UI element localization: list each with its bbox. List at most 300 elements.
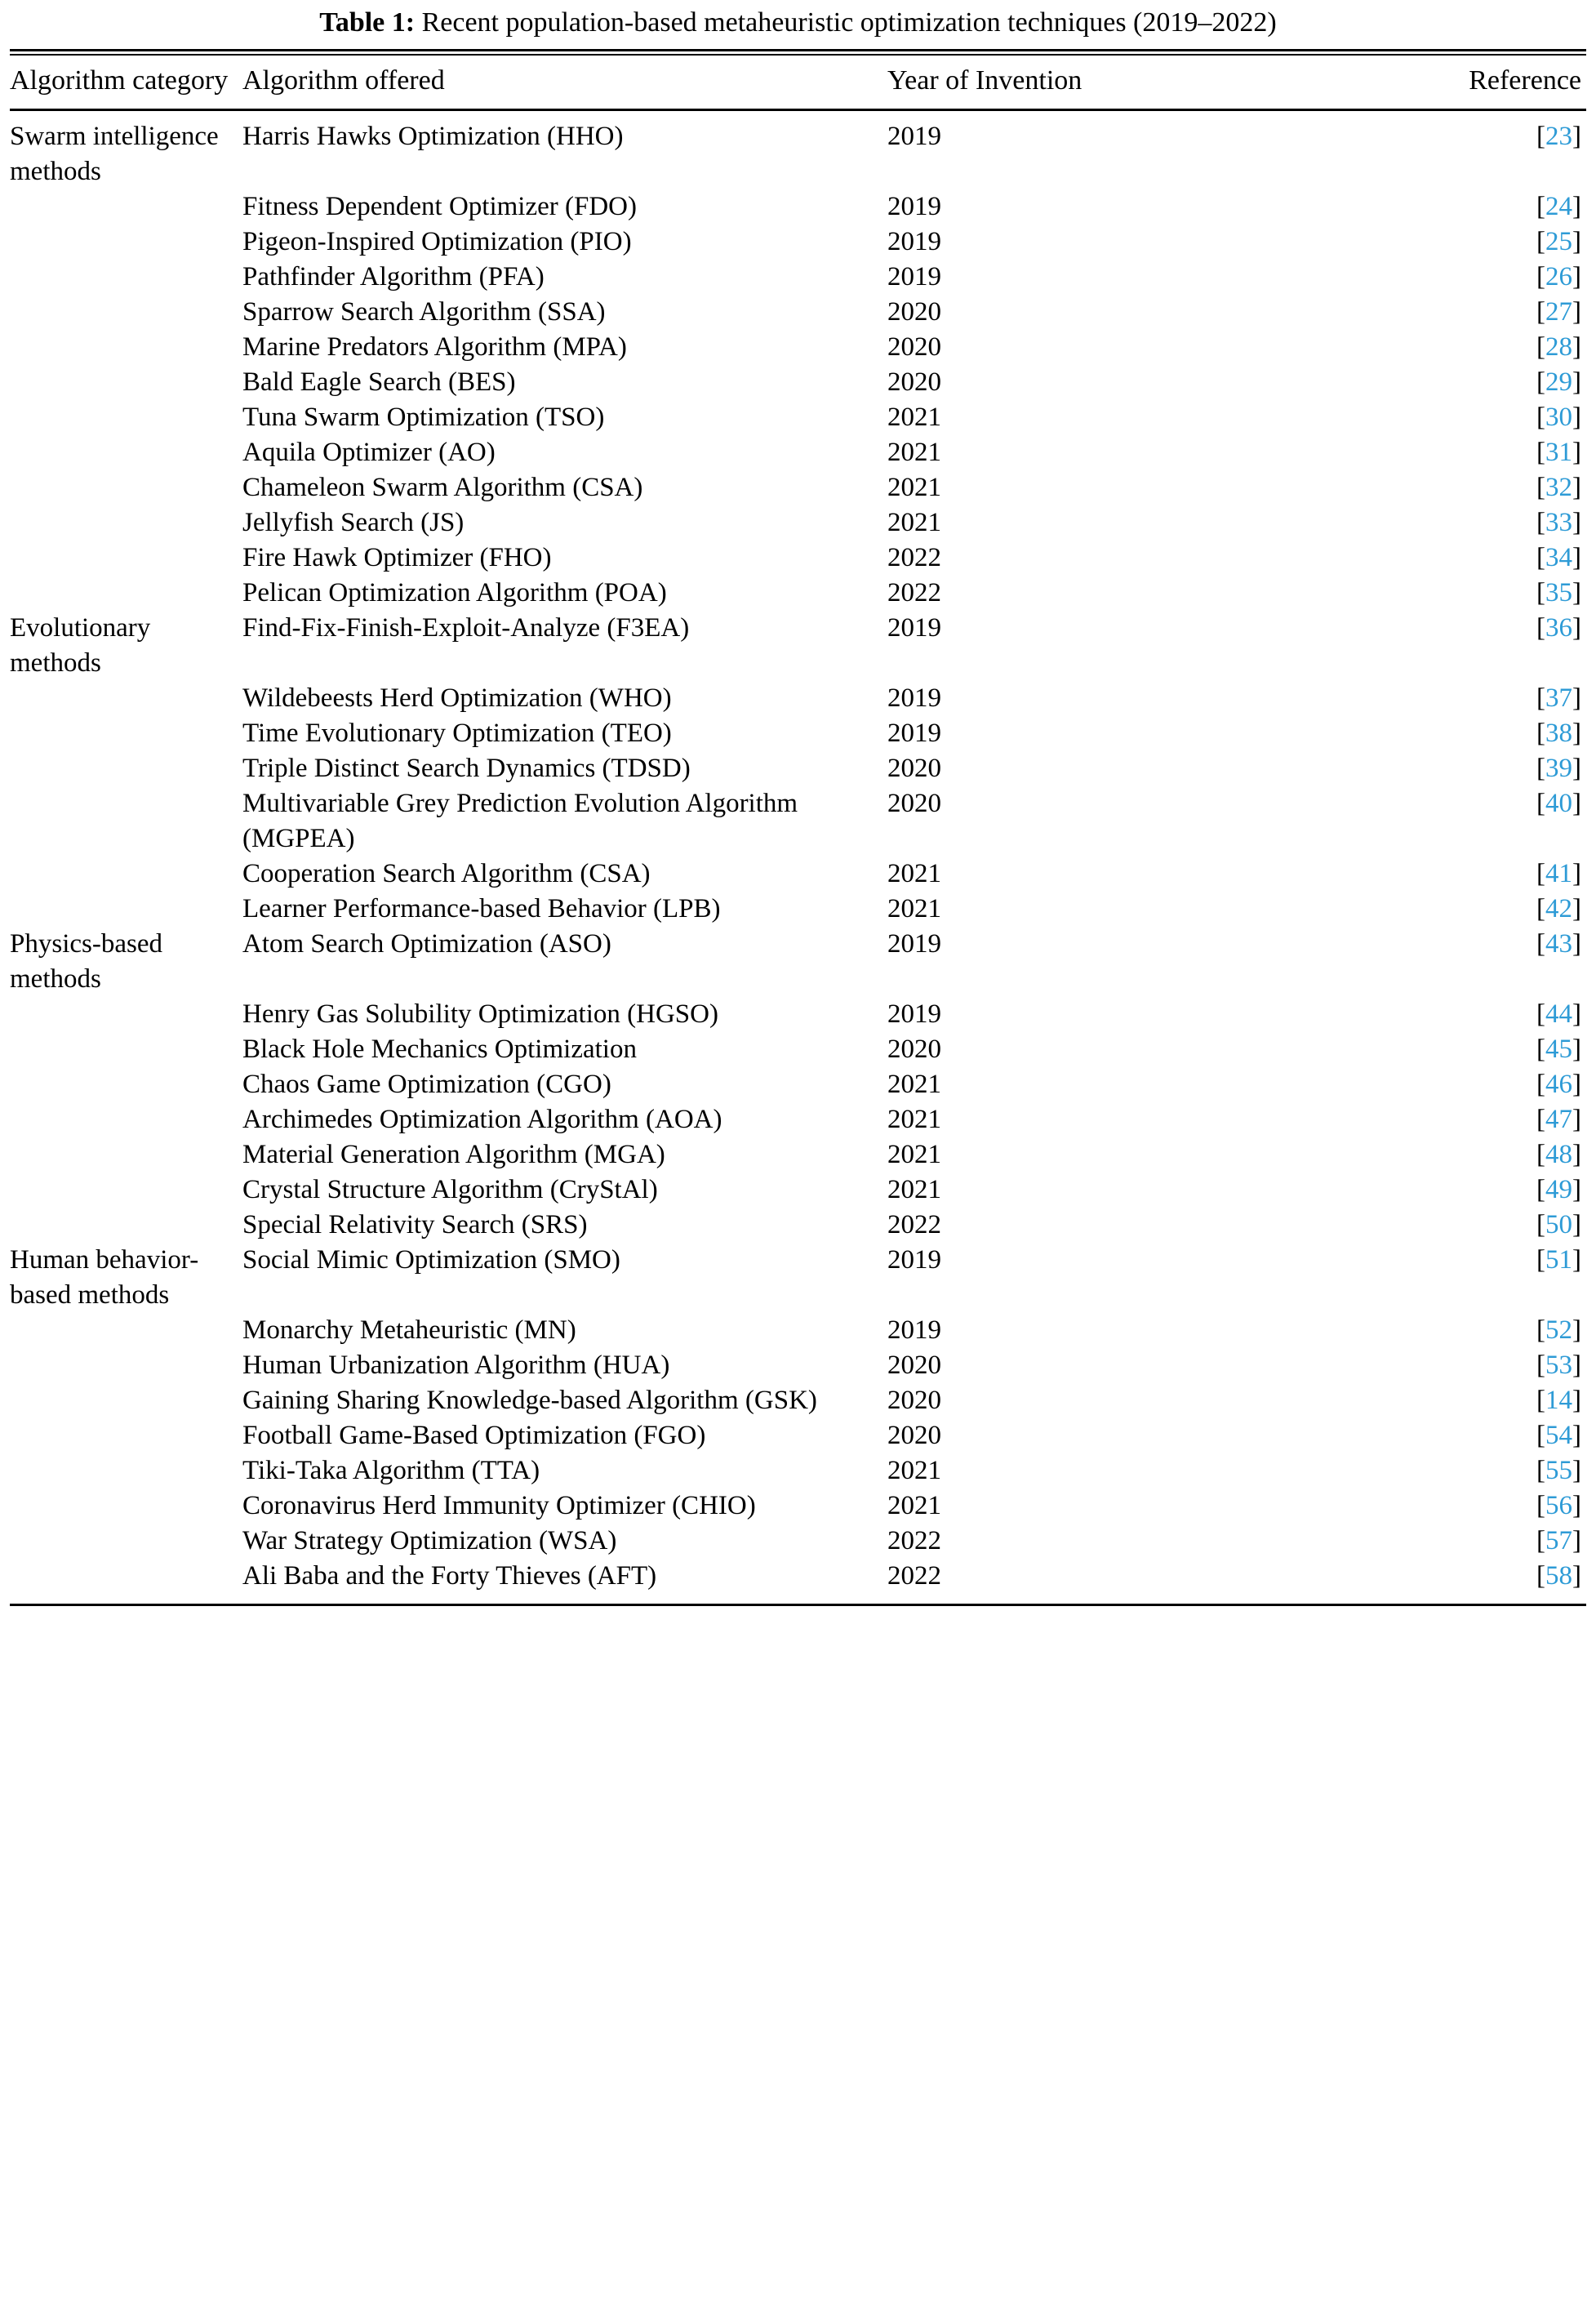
- cell-algorithm-offered: Monarchy Metaheuristic (MN): [242, 1315, 576, 1345]
- table-header-row: [10, 56, 1586, 109]
- cell-algorithm-category: Swarm intelligence methods: [10, 122, 219, 186]
- reference-bracket-close: ]: [1572, 332, 1581, 362]
- reference-number[interactable]: 49: [1545, 1175, 1572, 1204]
- reference-bracket-close: ]: [1572, 859, 1581, 888]
- reference-bracket-open: [: [1536, 754, 1545, 783]
- cell-year-of-invention: 2020: [887, 789, 941, 818]
- cell-year-of-invention: 2019: [887, 1245, 941, 1275]
- reference-bracket-close: ]: [1572, 683, 1581, 713]
- cell-year-of-invention: 2019: [887, 683, 941, 713]
- table-caption-text: Recent population-based metaheuristic optimization techniques (2019–2022): [421, 7, 1277, 38]
- reference-bracket-open: [: [1536, 262, 1545, 291]
- table-row: [10, 1489, 1586, 1524]
- cell-algorithm-offered: Fitness Dependent Optimizer (FDO): [242, 192, 637, 221]
- table-row: [10, 1208, 1586, 1243]
- cell-reference[interactable]: [1267, 260, 1586, 295]
- cell-algorithm-offered: Fire Hawk Optimizer (FHO): [242, 543, 552, 572]
- cell-algorithm-category: Physics-based methods: [10, 929, 162, 994]
- table-row: [10, 541, 1586, 576]
- reference-bracket-open: [: [1536, 122, 1545, 151]
- reference-bracket-open: [: [1536, 367, 1545, 397]
- reference-number[interactable]: 45: [1545, 1035, 1572, 1064]
- table-bottom-rule: [10, 1604, 1586, 1606]
- cell-algorithm-offered: Find-Fix-Finish-Exploit-Analyze (F3EA): [242, 613, 690, 643]
- cell-algorithm-category: [10, 1067, 242, 1102]
- cell-algorithm-category: [10, 1524, 242, 1559]
- cell-algorithm-category: [10, 997, 242, 1032]
- table-row: [10, 997, 1586, 1032]
- reference-number[interactable]: 37: [1545, 683, 1572, 713]
- cell-year-of-invention: 2021: [887, 1491, 941, 1520]
- table-row: [10, 576, 1586, 611]
- cell-algorithm-category: [10, 786, 242, 857]
- cell-algorithm-category: [10, 225, 242, 260]
- reference-bracket-close: ]: [1572, 1105, 1581, 1134]
- cell-algorithm-category: [10, 1032, 242, 1067]
- reference-bracket-close: ]: [1572, 719, 1581, 748]
- reference-bracket-open: [: [1536, 999, 1545, 1029]
- reference-bracket-open: [: [1536, 1491, 1545, 1520]
- cell-year-of-invention: 2021: [887, 1140, 941, 1169]
- cell-year-of-invention: 2019: [887, 613, 941, 643]
- reference-number[interactable]: 44: [1545, 999, 1572, 1029]
- table-row: [10, 1348, 1586, 1383]
- cell-algorithm-offered: Chameleon Swarm Algorithm (CSA): [242, 473, 643, 502]
- column-header-year-of-invention: Year of Invention: [887, 65, 1083, 96]
- cell-reference[interactable]: [1267, 716, 1586, 751]
- cell-year-of-invention: 2021: [887, 1070, 941, 1099]
- cell-algorithm-offered: Aquila Optimizer (AO): [242, 438, 496, 467]
- reference-bracket-close: ]: [1572, 297, 1581, 327]
- cell-algorithm-offered: Social Mimic Optimization (SMO): [242, 1245, 620, 1275]
- cell-reference[interactable]: [1267, 1208, 1586, 1243]
- table-row: [10, 1418, 1586, 1453]
- reference-bracket-open: [: [1536, 578, 1545, 607]
- table-header: [10, 56, 1586, 109]
- reference-bracket-open: [: [1536, 894, 1545, 923]
- reference-number[interactable]: 56: [1545, 1491, 1572, 1520]
- cell-algorithm-category: [10, 1313, 242, 1348]
- cell-algorithm-offered: Tuna Swarm Optimization (TSO): [242, 403, 605, 432]
- table-row: [10, 786, 1586, 857]
- reference-bracket-open: [: [1536, 1175, 1545, 1204]
- reference-bracket-open: [: [1536, 859, 1545, 888]
- cell-reference[interactable]: [1267, 295, 1586, 330]
- reference-bracket-close: ]: [1572, 1491, 1581, 1520]
- table-row: [10, 716, 1586, 751]
- cell-algorithm-offered: Triple Distinct Search Dynamics (TDSD): [242, 754, 691, 783]
- cell-algorithm-offered: Jellyfish Search (JS): [242, 508, 465, 537]
- reference-bracket-close: ]: [1572, 1526, 1581, 1555]
- cell-algorithm-category: [10, 576, 242, 611]
- reference-bracket-open: [: [1536, 473, 1545, 502]
- table-row: [10, 1243, 1586, 1313]
- cell-year-of-invention: 2019: [887, 122, 941, 151]
- cell-algorithm-category: [10, 260, 242, 295]
- reference-bracket-close: ]: [1572, 1456, 1581, 1485]
- cell-algorithm-offered: Coronavirus Herd Immunity Optimizer (CHIO): [242, 1491, 756, 1520]
- reference-bracket-close: ]: [1572, 999, 1581, 1029]
- cell-year-of-invention: 2020: [887, 297, 941, 327]
- reference-bracket-close: ]: [1572, 1035, 1581, 1064]
- cell-algorithm-offered: War Strategy Optimization (WSA): [242, 1526, 617, 1555]
- cell-reference[interactable]: [1267, 1418, 1586, 1453]
- cell-algorithm-offered: Special Relativity Search (SRS): [242, 1210, 588, 1239]
- cell-year-of-invention: 2019: [887, 192, 941, 221]
- reference-bracket-close: ]: [1572, 1175, 1581, 1204]
- cell-reference[interactable]: [1267, 470, 1586, 505]
- reference-number[interactable]: 31: [1545, 438, 1572, 467]
- cell-algorithm-offered: Harris Hawks Optimization (HHO): [242, 122, 624, 151]
- reference-bracket-open: [: [1536, 438, 1545, 467]
- cell-algorithm-category: [10, 1348, 242, 1383]
- reference-bracket-close: ]: [1572, 1070, 1581, 1099]
- cell-reference[interactable]: [1267, 365, 1586, 400]
- column-header-algorithm-offered: Algorithm offered: [242, 65, 445, 96]
- cell-algorithm-category: [10, 1102, 242, 1137]
- reference-bracket-open: [: [1536, 1315, 1545, 1345]
- cell-reference[interactable]: [1267, 1559, 1586, 1604]
- reference-bracket-close: ]: [1572, 1386, 1581, 1415]
- reference-number[interactable]: 14: [1545, 1386, 1572, 1415]
- table-row: [10, 400, 1586, 435]
- cell-algorithm-category: [10, 1453, 242, 1489]
- reference-bracket-open: [: [1536, 719, 1545, 748]
- reference-bracket-open: [: [1536, 1421, 1545, 1450]
- cell-algorithm-category: [10, 1173, 242, 1208]
- reference-number[interactable]: 51: [1545, 1245, 1572, 1275]
- cell-algorithm-offered: Black Hole Mechanics Optimization: [242, 1035, 637, 1064]
- cell-algorithm-offered: Pelican Optimization Algorithm (POA): [242, 578, 667, 607]
- reference-bracket-close: ]: [1572, 929, 1581, 959]
- reference-bracket-open: [: [1536, 1351, 1545, 1380]
- cell-year-of-invention: 2019: [887, 719, 941, 748]
- cell-year-of-invention: 2021: [887, 1456, 941, 1485]
- table-row: [10, 260, 1586, 295]
- reference-bracket-open: [: [1536, 403, 1545, 432]
- cell-year-of-invention: 2021: [887, 859, 941, 888]
- reference-number[interactable]: 43: [1545, 929, 1572, 959]
- reference-number[interactable]: 52: [1545, 1315, 1572, 1345]
- cell-year-of-invention: 2020: [887, 332, 941, 362]
- cell-algorithm-category: [10, 1489, 242, 1524]
- table-row: [10, 1032, 1586, 1067]
- reference-number[interactable]: 38: [1545, 719, 1572, 748]
- column-header-algorithm-category: Algorithm category: [10, 65, 229, 96]
- cell-algorithm-category: [10, 400, 242, 435]
- reference-number[interactable]: 30: [1545, 403, 1572, 432]
- cell-algorithm-category: [10, 1137, 242, 1173]
- table-row: [10, 1524, 1586, 1559]
- reference-number[interactable]: 33: [1545, 508, 1572, 537]
- cell-algorithm-offered: Bald Eagle Search (BES): [242, 367, 516, 397]
- table-row: [10, 1137, 1586, 1173]
- reference-bracket-open: [: [1536, 543, 1545, 572]
- reference-bracket-open: [: [1536, 1210, 1545, 1239]
- column-header-reference: Reference: [1469, 65, 1581, 96]
- cell-reference[interactable]: [1267, 1313, 1586, 1348]
- table-row: [10, 111, 1586, 189]
- reference-bracket-open: [: [1536, 1245, 1545, 1275]
- table-row: [10, 505, 1586, 541]
- algorithms-table-body: [10, 111, 1586, 1604]
- reference-bracket-close: ]: [1572, 438, 1581, 467]
- cell-reference[interactable]: [1267, 1173, 1586, 1208]
- reference-bracket-close: ]: [1572, 543, 1581, 572]
- reference-number[interactable]: 40: [1545, 789, 1572, 818]
- cell-reference[interactable]: [1267, 225, 1586, 260]
- cell-year-of-invention: 2022: [887, 578, 941, 607]
- reference-number[interactable]: 32: [1545, 473, 1572, 502]
- cell-year-of-invention: 2021: [887, 1105, 941, 1134]
- table-row: [10, 927, 1586, 997]
- cell-reference[interactable]: [1267, 1524, 1586, 1559]
- cell-algorithm-offered: Marine Predators Algorithm (MPA): [242, 332, 627, 362]
- cell-reference[interactable]: [1267, 857, 1586, 892]
- reference-number[interactable]: 42: [1545, 894, 1572, 923]
- table-row: [10, 681, 1586, 716]
- reference-bracket-open: [: [1536, 332, 1545, 362]
- cell-reference[interactable]: [1267, 611, 1586, 681]
- reference-number[interactable]: 50: [1545, 1210, 1572, 1239]
- cell-year-of-invention: 2020: [887, 1351, 941, 1380]
- table-row: [10, 435, 1586, 470]
- reference-number[interactable]: 36: [1545, 613, 1572, 643]
- cell-algorithm-offered: Human Urbanization Algorithm (HUA): [242, 1351, 670, 1380]
- cell-year-of-invention: 2020: [887, 754, 941, 783]
- cell-reference[interactable]: [1267, 576, 1586, 611]
- cell-reference[interactable]: [1267, 1453, 1586, 1489]
- reference-number[interactable]: 57: [1545, 1526, 1572, 1555]
- cell-reference[interactable]: [1267, 751, 1586, 786]
- cell-algorithm-offered: Atom Search Optimization (ASO): [242, 929, 611, 959]
- cell-algorithm-offered: Wildebeests Herd Optimization (WHO): [242, 683, 672, 713]
- cell-reference[interactable]: [1267, 1348, 1586, 1383]
- table-row: [10, 365, 1586, 400]
- reference-bracket-close: ]: [1572, 894, 1581, 923]
- reference-bracket-open: [: [1536, 1035, 1545, 1064]
- cell-year-of-invention: 2019: [887, 929, 941, 959]
- table-row: [10, 470, 1586, 505]
- cell-algorithm-offered: Pigeon-Inspired Optimization (PIO): [242, 227, 632, 256]
- reference-bracket-close: ]: [1572, 1315, 1581, 1345]
- reference-number[interactable]: 53: [1545, 1351, 1572, 1380]
- table-row: [10, 1067, 1586, 1102]
- cell-reference[interactable]: [1267, 400, 1586, 435]
- reference-bracket-open: [: [1536, 613, 1545, 643]
- table-row: [10, 1313, 1586, 1348]
- reference-number[interactable]: 23: [1545, 122, 1572, 151]
- cell-year-of-invention: 2021: [887, 508, 941, 537]
- cell-algorithm-category: [10, 295, 242, 330]
- reference-number[interactable]: 47: [1545, 1105, 1572, 1134]
- cell-reference[interactable]: [1267, 997, 1586, 1032]
- cell-year-of-invention: 2021: [887, 403, 941, 432]
- reference-bracket-close: ]: [1572, 789, 1581, 818]
- reference-number[interactable]: 24: [1545, 192, 1572, 221]
- reference-bracket-open: [: [1536, 1070, 1545, 1099]
- table-row: [10, 611, 1586, 681]
- cell-algorithm-offered: Chaos Game Optimization (CGO): [242, 1070, 611, 1099]
- cell-algorithm-category: [10, 681, 242, 716]
- reference-number[interactable]: 27: [1545, 297, 1572, 327]
- cell-year-of-invention: 2020: [887, 1386, 941, 1415]
- table-row: [10, 225, 1586, 260]
- reference-bracket-close: ]: [1572, 1421, 1581, 1450]
- cell-algorithm-category: [10, 189, 242, 225]
- cell-year-of-invention: 2022: [887, 1561, 941, 1591]
- table-row: [10, 1102, 1586, 1137]
- reference-number[interactable]: 48: [1545, 1140, 1572, 1169]
- cell-year-of-invention: 2020: [887, 1035, 941, 1064]
- cell-algorithm-offered: Ali Baba and the Forty Thieves (AFT): [242, 1561, 657, 1591]
- cell-algorithm-offered: Multivariable Grey Prediction Evolution Algorithm (MGPEA): [242, 789, 798, 853]
- cell-algorithm-category: Human behavior-based methods: [10, 1245, 199, 1310]
- table-row: [10, 189, 1586, 225]
- cell-algorithm-offered: Tiki-Taka Algorithm (TTA): [242, 1456, 540, 1485]
- reference-number[interactable]: 25: [1545, 227, 1572, 256]
- reference-number[interactable]: 29: [1545, 367, 1572, 397]
- reference-bracket-close: ]: [1572, 613, 1581, 643]
- cell-year-of-invention: 2021: [887, 438, 941, 467]
- cell-year-of-invention: 2019: [887, 262, 941, 291]
- reference-bracket-open: [: [1536, 508, 1545, 537]
- table-caption: [10, 0, 1586, 49]
- reference-bracket-open: [: [1536, 192, 1545, 221]
- cell-algorithm-offered: Gaining Sharing Knowledge-based Algorithm (GSK): [242, 1386, 817, 1415]
- algorithms-table: [10, 56, 1586, 109]
- cell-year-of-invention: 2022: [887, 1526, 941, 1555]
- cell-algorithm-category: [10, 505, 242, 541]
- reference-number[interactable]: 28: [1545, 332, 1572, 362]
- cell-algorithm-category: Evolutionary methods: [10, 613, 151, 678]
- table-row: [10, 295, 1586, 330]
- cell-algorithm-category: [10, 716, 242, 751]
- reference-number[interactable]: 26: [1545, 262, 1572, 291]
- cell-year-of-invention: 2021: [887, 473, 941, 502]
- table-top-rule: [10, 49, 1586, 56]
- reference-bracket-open: [: [1536, 789, 1545, 818]
- reference-bracket-open: [: [1536, 1526, 1545, 1555]
- cell-algorithm-category: [10, 857, 242, 892]
- reference-bracket-close: ]: [1572, 122, 1581, 151]
- cell-algorithm-offered: Pathfinder Algorithm (PFA): [242, 262, 545, 291]
- cell-algorithm-offered: Cooperation Search Algorithm (CSA): [242, 859, 651, 888]
- cell-reference[interactable]: [1267, 1383, 1586, 1418]
- cell-reference[interactable]: [1267, 1489, 1586, 1524]
- cell-algorithm-category: [10, 1559, 242, 1604]
- reference-number[interactable]: 39: [1545, 754, 1572, 783]
- table-body: [10, 111, 1586, 1604]
- table-row: [10, 892, 1586, 927]
- cell-algorithm-offered: Sparrow Search Algorithm (SSA): [242, 297, 606, 327]
- cell-reference[interactable]: [1267, 541, 1586, 576]
- reference-number[interactable]: 46: [1545, 1070, 1572, 1099]
- cell-algorithm-category: [10, 365, 242, 400]
- reference-bracket-close: ]: [1572, 1245, 1581, 1275]
- cell-algorithm-category: [10, 541, 242, 576]
- cell-algorithm-offered: Material Generation Algorithm (MGA): [242, 1140, 665, 1169]
- cell-algorithm-category: [10, 1383, 242, 1418]
- table-row: [10, 1173, 1586, 1208]
- cell-reference[interactable]: [1267, 1032, 1586, 1067]
- cell-algorithm-category: [10, 435, 242, 470]
- cell-algorithm-category: [10, 330, 242, 365]
- table-row: [10, 1453, 1586, 1489]
- reference-bracket-close: ]: [1572, 403, 1581, 432]
- table-row: [10, 330, 1586, 365]
- cell-reference[interactable]: [1267, 1102, 1586, 1137]
- reference-bracket-open: [: [1536, 1386, 1545, 1415]
- cell-algorithm-offered: Football Game-Based Optimization (FGO): [242, 1421, 706, 1450]
- reference-bracket-close: ]: [1572, 262, 1581, 291]
- cell-algorithm-category: [10, 1208, 242, 1243]
- cell-reference[interactable]: [1267, 330, 1586, 365]
- cell-reference[interactable]: [1267, 892, 1586, 927]
- cell-year-of-invention: 2022: [887, 1210, 941, 1239]
- cell-reference[interactable]: [1267, 505, 1586, 541]
- cell-reference[interactable]: [1267, 927, 1586, 997]
- reference-number[interactable]: 55: [1545, 1456, 1572, 1485]
- cell-year-of-invention: 2021: [887, 1175, 941, 1204]
- reference-bracket-close: ]: [1572, 1210, 1581, 1239]
- reference-number[interactable]: 35: [1545, 578, 1572, 607]
- cell-reference[interactable]: [1267, 435, 1586, 470]
- reference-bracket-open: [: [1536, 1140, 1545, 1169]
- reference-bracket-close: ]: [1572, 367, 1581, 397]
- cell-year-of-invention: 2020: [887, 1421, 941, 1450]
- cell-reference[interactable]: [1267, 681, 1586, 716]
- cell-year-of-invention: 2021: [887, 894, 941, 923]
- table-row: [10, 1559, 1586, 1604]
- reference-bracket-close: ]: [1572, 227, 1581, 256]
- cell-algorithm-category: [10, 751, 242, 786]
- reference-bracket-open: [: [1536, 929, 1545, 959]
- reference-bracket-open: [: [1536, 1561, 1545, 1591]
- cell-reference[interactable]: [1267, 1067, 1586, 1102]
- table-row: [10, 1383, 1586, 1418]
- reference-bracket-close: ]: [1572, 192, 1581, 221]
- table-caption-label: Table 1:: [319, 7, 416, 38]
- reference-bracket-open: [: [1536, 683, 1545, 713]
- reference-number[interactable]: 58: [1545, 1561, 1572, 1591]
- reference-number[interactable]: 41: [1545, 859, 1572, 888]
- cell-reference[interactable]: [1267, 1137, 1586, 1173]
- cell-reference[interactable]: [1267, 189, 1586, 225]
- cell-algorithm-offered: Learner Performance-based Behavior (LPB): [242, 894, 721, 923]
- reference-bracket-close: ]: [1572, 508, 1581, 537]
- cell-reference[interactable]: [1267, 786, 1586, 857]
- reference-number[interactable]: 34: [1545, 543, 1572, 572]
- reference-bracket-close: ]: [1572, 1140, 1581, 1169]
- cell-year-of-invention: 2022: [887, 543, 941, 572]
- cell-algorithm-category: [10, 1418, 242, 1453]
- reference-number[interactable]: 54: [1545, 1421, 1572, 1450]
- cell-algorithm-offered: Crystal Structure Algorithm (CryStAl): [242, 1175, 658, 1204]
- cell-reference[interactable]: [1267, 111, 1586, 189]
- reference-bracket-open: [: [1536, 1105, 1545, 1134]
- reference-bracket-open: [: [1536, 227, 1545, 256]
- cell-algorithm-offered: Archimedes Optimization Algorithm (AOA): [242, 1105, 722, 1134]
- reference-bracket-close: ]: [1572, 578, 1581, 607]
- cell-year-of-invention: 2019: [887, 1315, 941, 1345]
- reference-bracket-open: [: [1536, 297, 1545, 327]
- table-row: [10, 857, 1586, 892]
- table-row: [10, 751, 1586, 786]
- reference-bracket-close: ]: [1572, 1351, 1581, 1380]
- cell-year-of-invention: 2019: [887, 227, 941, 256]
- cell-reference[interactable]: [1267, 1243, 1586, 1313]
